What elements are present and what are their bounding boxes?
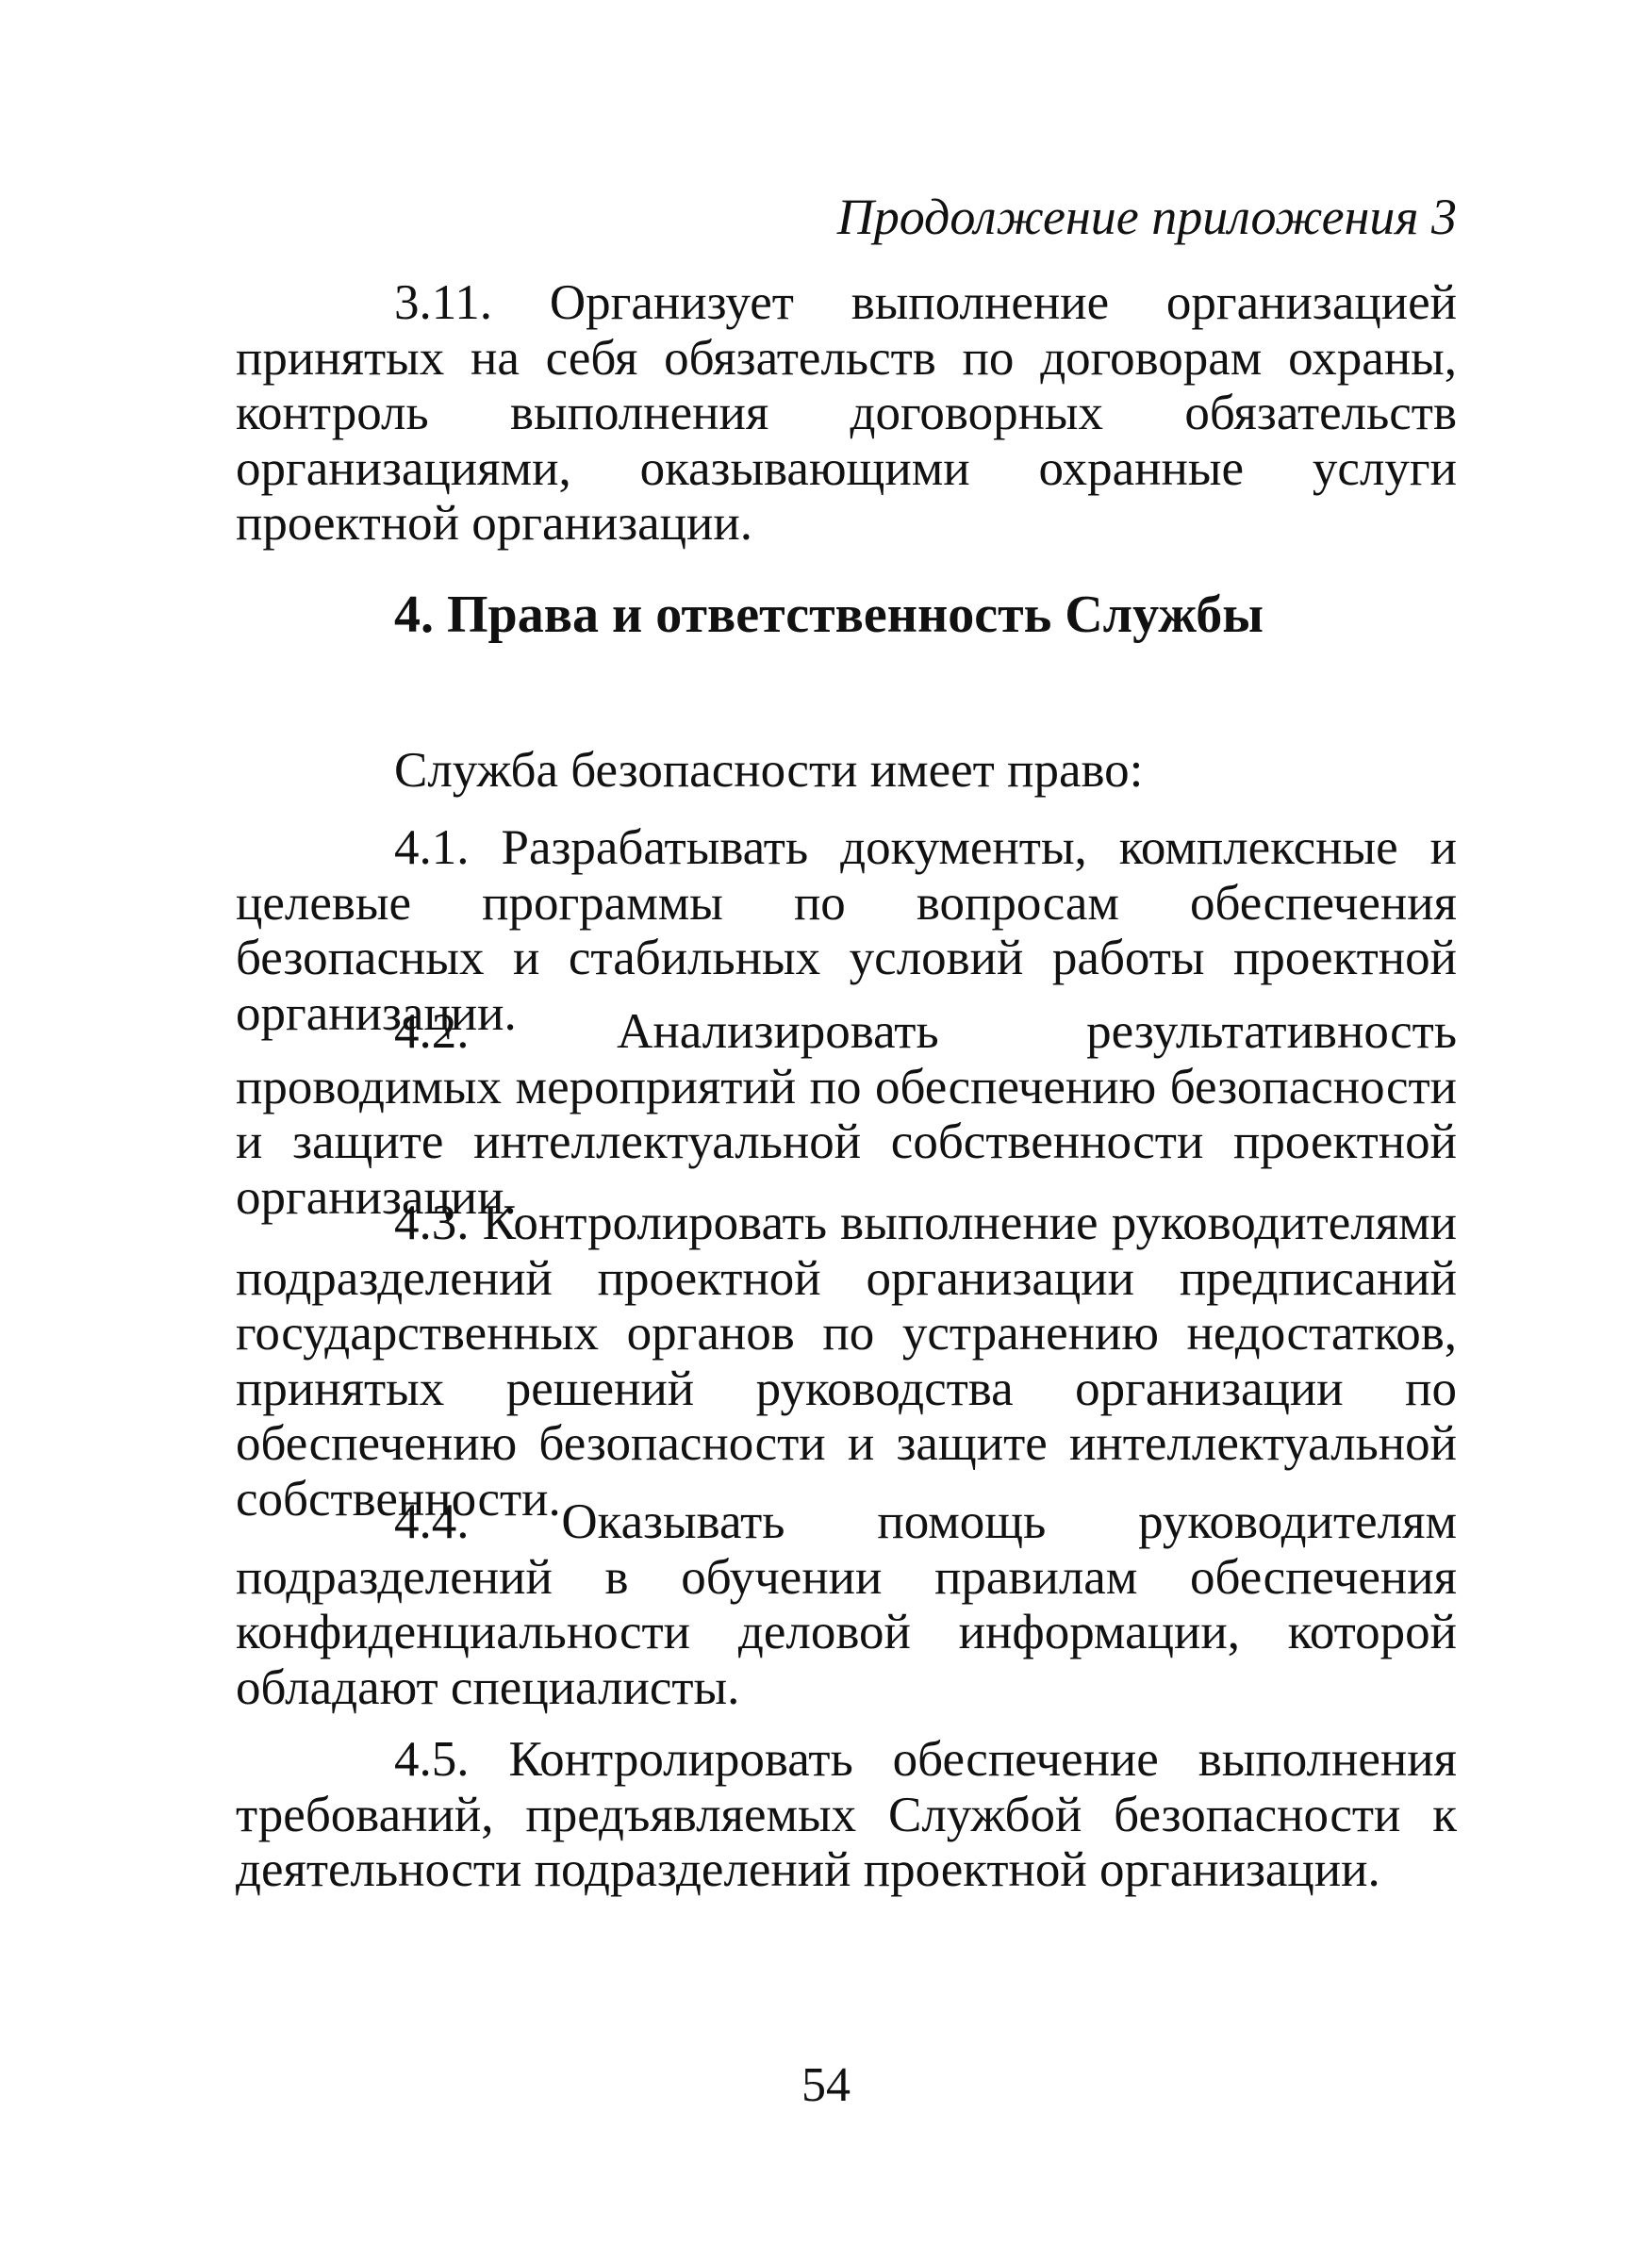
- item-4-4: 4.4. Оказывать помощь руководителям подразделений в обучении правилам обеспечения конфиденциальности деловой информации, которой обладают специалисты.: [236, 1494, 1457, 1715]
- section-heading: 4. Права и ответственность Службы: [394, 586, 1264, 644]
- item-4-2: 4.2. Анализировать результативность проводимых мероприятий по обеспечению безопасности и защите интеллектуальной собственности проектной организации.: [236, 1004, 1457, 1225]
- item-4-5: 4.5. Контролировать обеспечение выполнения требований, предъявляемых Службой безопасности к деятельности подразделений проектной организации.: [236, 1732, 1457, 1897]
- item-4-1: 4.1. Разрабатывать документы, комплексные и целевые программы по вопросам обеспечения безопасных и стабильных условий работы проектной организации.: [236, 820, 1457, 1041]
- intro-line: Служба безопасности имеет право:: [394, 743, 1144, 798]
- paragraph-3-11: 3.11. Организует выполнение организацией принятых на себя обязательств по договорам охраны, контроль выполнения договорных обязательств организациями, оказывающими охранные услуги проектной организации.: [236, 275, 1457, 551]
- running-head: Продолжение приложения 3: [836, 189, 1457, 245]
- page-number: 54: [801, 2058, 851, 2112]
- item-4-3: 4.3. Контролировать выполнение руководителями подразделений проектной организации предписаний государственных органов по устранению недостатков, принятых решений руководства организации по обеспечению безопасности и защите интеллектуальной собственности.: [236, 1196, 1457, 1527]
